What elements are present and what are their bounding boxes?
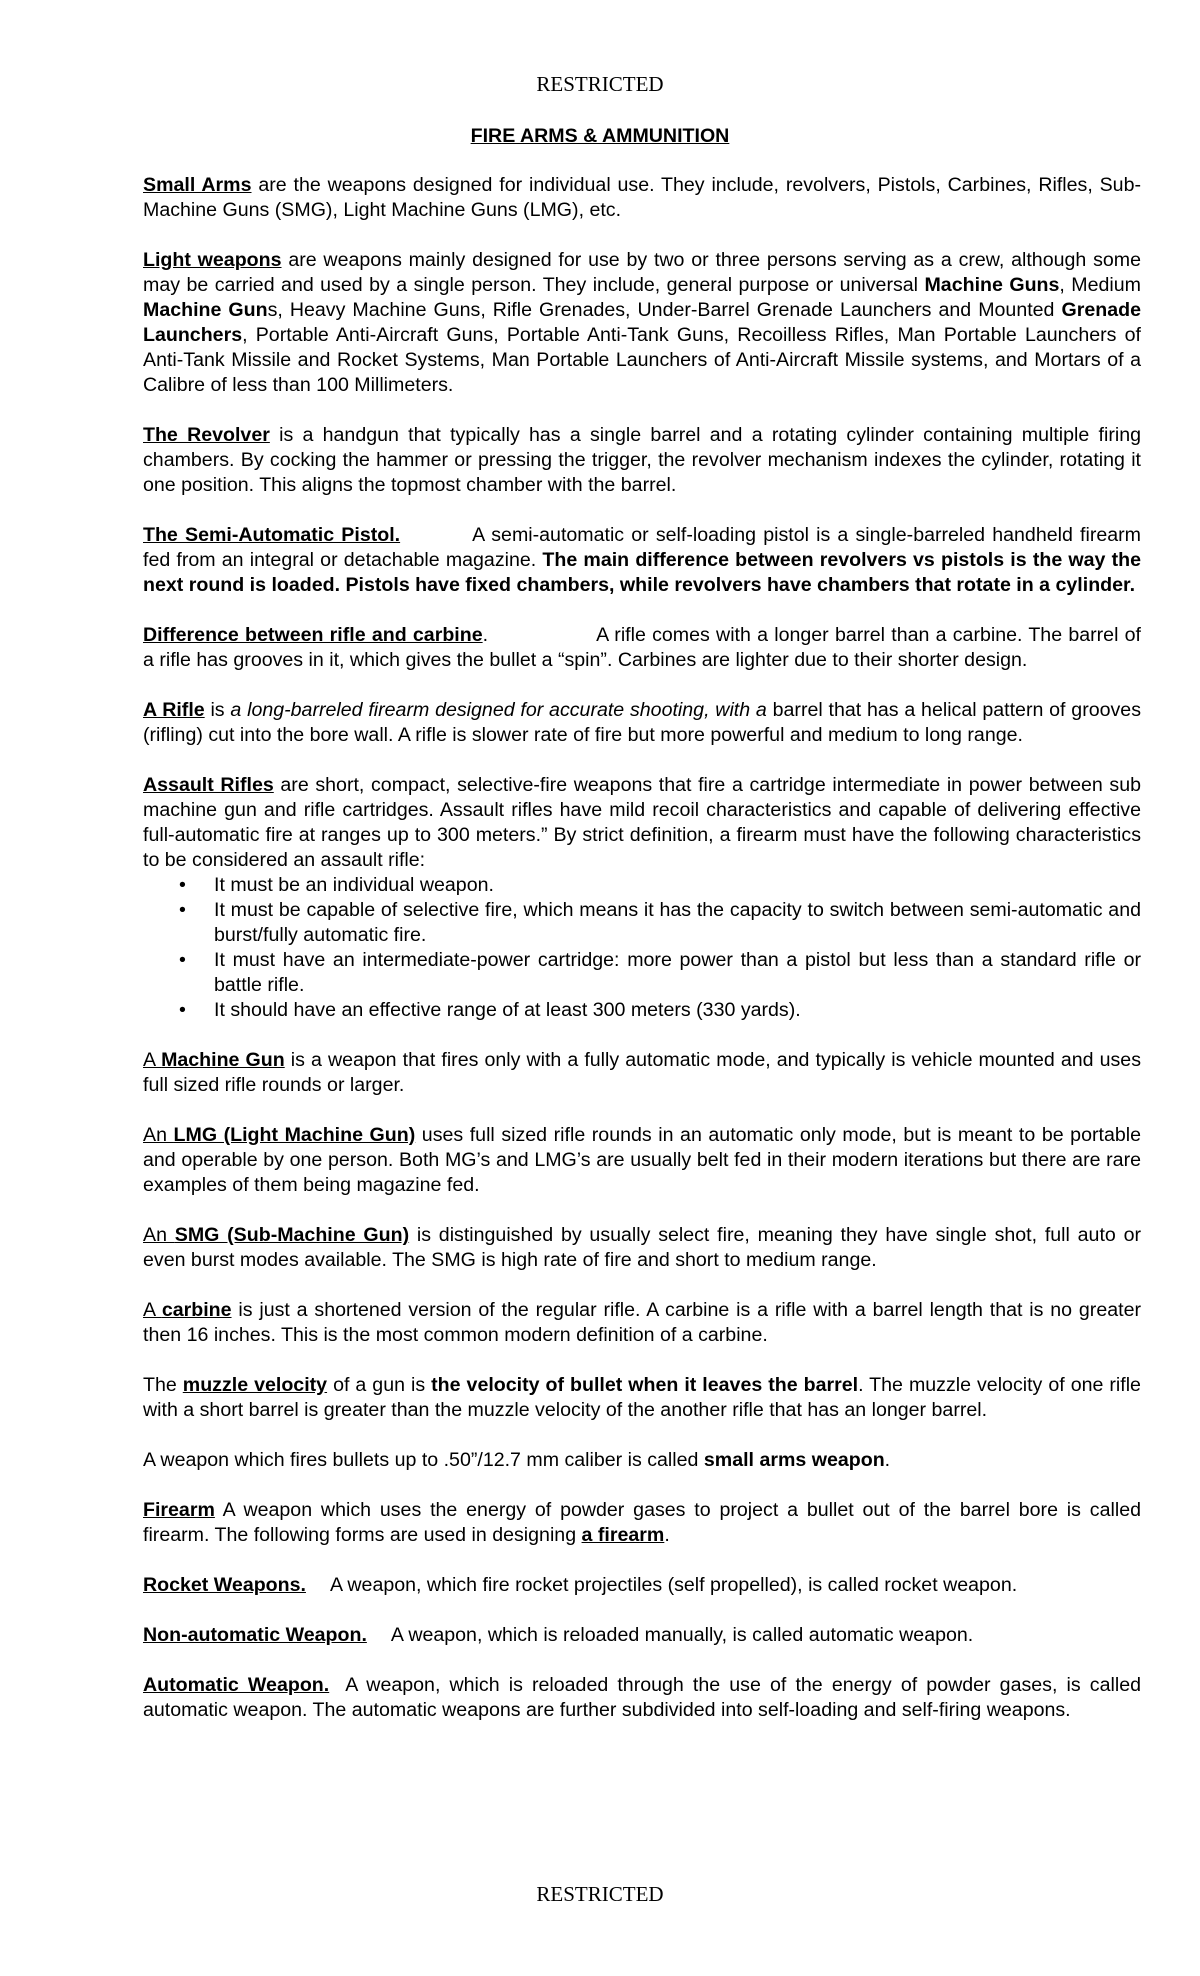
list-item-text: It must be an individual weapon. [214, 874, 494, 896]
rifle-italic: a long-barreled firearm designed for accurate shooting, with a [230, 699, 767, 721]
paragraph-firearm [143, 1498, 1141, 1548]
paragraph-semi-automatic-pistol [143, 523, 1141, 598]
term-light-weapons: Light weapons [143, 249, 282, 271]
semi-auto-definition: A semi-automatic or self-loading pistol is a single-barreled handheld firearm fed from an integral or detachable magazine. [143, 524, 1141, 571]
light-weapons-bold-3: Grenade Launchers [143, 299, 1141, 346]
paragraph-smg [143, 1223, 1141, 1273]
term-muzzle-velocity: muzzle velocity [182, 1374, 328, 1396]
footer-classification-marking: RESTRICTED [536, 1882, 664, 1906]
bullet-icon: • [179, 899, 186, 921]
light-weapons-bold-2: Machine Gun [143, 299, 268, 321]
document-body [143, 173, 1141, 1748]
term-smg: SMG (Sub-Machine Gun) [174, 1224, 410, 1246]
muzzle-text-2: of a gun is [327, 1374, 432, 1396]
small-arms-weapon-end: . [884, 1449, 891, 1471]
term-assault-rifles: Assault Rifles [143, 774, 274, 796]
paragraph-non-automatic-weapon [143, 1623, 1141, 1648]
bullet-icon: • [179, 999, 186, 1021]
muzzle-text-3: . The muzzle velocity of one rifle with a short barrel is greater than the muzzle velocity of the another rifle that has an longer barrel. [143, 1374, 1141, 1421]
paragraph-assault-rifles [143, 773, 1141, 873]
document-title: FIRE ARMS & AMMUNITION [470, 125, 730, 147]
assault-rifle-characteristics-list [143, 873, 1141, 1023]
paragraph-rifle [143, 698, 1141, 748]
small-arms-definition: are the weapons designed for individual use. They include, revolvers, Pistols, Carbines, Rifles, Sub-Machine Guns (SMG), Light Machine Guns (LMG), etc. [143, 174, 1141, 221]
machine-gun-definition: is a weapon that fires only with a fully automatic mode, and typically is vehicle mounted and uses full sized rifle rounds or larger. [143, 1049, 1141, 1096]
rifle-vs-carbine-definition: A rifle comes with a longer barrel than a carbine. The barrel of a rifle has grooves in it, which gives the bullet a “spin”. Carbines are lighter due to their shorter design. [143, 624, 1142, 671]
term-rifle-vs-carbine: Difference between rifle and carbine [143, 624, 483, 646]
paragraph-lmg [143, 1123, 1141, 1198]
paragraph-small-arms-weapon [143, 1448, 1141, 1473]
paragraph-machine-gun [143, 1048, 1141, 1098]
assault-rifles-definition: are short, compact, selective-fire weapons that fire a cartridge intermediate in power between sub machine gun and rifle cartridges. Assault rifles have mild recoil characteristics and capable of delivering effective full-automatic fire at ranges up to 300 meters.” By strict definition, a firearm must have the following characteristics to be considered an assault rifle: [143, 774, 1141, 871]
automatic-definition: A weapon, which is reloaded through the use of the energy of powder gases, is called automatic weapon. The automatic weapons are further subdivided into self-loading and self-firing weapons. [143, 1674, 1141, 1721]
muzzle-text-1: The [143, 1374, 183, 1396]
light-weapons-bold-1: Machine Guns [924, 274, 1060, 296]
term-non-automatic-weapon: Non-automatic Weapon. [143, 1624, 367, 1646]
paragraph-small-arms [143, 173, 1141, 223]
small-arms-weapon-bold: small arms weapon [703, 1449, 885, 1471]
machine-gun-article: A [143, 1049, 162, 1071]
term-carbine: carbine [161, 1299, 232, 1321]
paragraph-light-weapons [143, 248, 1141, 398]
semi-auto-bold-note: The main difference between revolvers vs pistols is the way the next round is loaded. Pistols have fixed chambers, while revolvers have chambers that rotate in a cylinder. [143, 549, 1141, 596]
lmg-article: An [143, 1124, 174, 1146]
paragraph-rifle-vs-carbine [143, 623, 1141, 673]
rocket-weapons-definition: A weapon, which fire rocket projectiles (self propelled), is called rocket weapon. [329, 1574, 1018, 1596]
small-arms-weapon-text: A weapon which fires bullets up to .50”/12.7 mm caliber is called [143, 1449, 704, 1471]
carbine-article: A [143, 1299, 162, 1321]
term-small-arms: Small Arms [143, 174, 252, 196]
list-item-text: It must be capable of selective fire, which means it has the capacity to switch between semi-automatic and burst/fully automatic fire. [214, 899, 1141, 946]
revolver-definition: is a handgun that typically has a single barrel and a rotating cylinder containing multiple firing chambers. By cocking the hammer or pressing the trigger, the revolver mechanism indexes the cylinder, rotating it one position. This aligns the topmost chamber with the barrel. [143, 424, 1141, 496]
paragraph-rocket-weapons [143, 1573, 1141, 1598]
list-item [143, 998, 1141, 1023]
rifle-text-2: barrel that has a helical pattern of grooves (rifling) cut into the bore wall. A rifle is slower rate of fire but more powerful and medium to long range. [143, 699, 1141, 746]
list-item [143, 873, 1141, 898]
list-item [143, 948, 1141, 998]
firearm-definition: A weapon which uses the energy of powder gases to project a bullet out of the barrel bore is called firearm. The following forms are used in designing [143, 1499, 1141, 1546]
carbine-definition: is just a shortened version of the regular rifle. A carbine is a rifle with a barrel length that is no greater then 16 inches. This is the most common modern definition of a carbine. [143, 1299, 1141, 1346]
rifle-vs-carbine-dot: . [482, 624, 489, 646]
paragraph-muzzle-velocity [143, 1373, 1141, 1423]
lmg-definition: uses full sized rifle rounds in an automatic only mode, but is meant to be portable and operable by one person. Both MG’s and LMG’s are usually belt fed in their modern iterations but there are rare examples of them being magazine fed. [143, 1124, 1141, 1196]
term-rocket-weapons: Rocket Weapons. [143, 1574, 306, 1596]
non-automatic-definition: A weapon, which is reloaded manually, is called automatic weapon. [390, 1624, 974, 1646]
muzzle-bold: the velocity of bullet when it leaves the barrel [431, 1374, 859, 1396]
term-machine-gun: Machine Gun [161, 1049, 285, 1071]
term-rifle: A Rifle [143, 699, 205, 721]
light-weapons-text-3: s, Heavy Machine Guns, Rifle Grenades, Under-Barrel Grenade Launchers and Mounted [267, 299, 1062, 321]
list-item [143, 898, 1141, 948]
firearm-end: . [664, 1524, 670, 1546]
header-classification-marking: RESTRICTED [536, 72, 664, 96]
paragraph-carbine [143, 1298, 1141, 1348]
rifle-text-1: is [204, 699, 231, 721]
bullet-icon: • [179, 949, 186, 971]
term-firearm: Firearm [143, 1499, 215, 1521]
bullet-icon: • [179, 874, 186, 896]
term-revolver: The Revolver [143, 424, 270, 446]
list-item-text: It must have an intermediate-power cartridge: more power than a pistol but less than a standard rifle or battle rifle. [214, 949, 1141, 996]
light-weapons-text-2: , Medium [1059, 274, 1141, 296]
smg-definition: is distinguished by usually select fire, meaning they have single shot, full auto or even burst modes available. The SMG is high rate of fire and short to medium range. [143, 1224, 1141, 1271]
term-lmg: LMG (Light Machine Gun) [173, 1124, 416, 1146]
term-a-firearm: a firearm [581, 1524, 665, 1546]
term-automatic-weapon: Automatic Weapon. [143, 1674, 330, 1696]
list-item-text: It should have an effective range of at least 300 meters (330 yards). [214, 999, 801, 1021]
light-weapons-text-4: , Portable Anti-Aircraft Guns, Portable Anti-Tank Guns, Recoilless Rifles, Man Portable Launchers of Anti-Tank Missile and Rocket Systems, Man Portable Launchers of Anti-Aircraft Missile systems, and Mortars of a Calibre of less than 100 Millimeters. [143, 324, 1141, 396]
paragraph-automatic-weapon [143, 1673, 1141, 1723]
light-weapons-text-1: are weapons mainly designed for use by two or three persons serving as a crew, although some may be carried and used by a single person. They include, general purpose or universal [143, 249, 1141, 296]
term-semi-automatic-pistol: The Semi-Automatic Pistol. [143, 524, 401, 546]
paragraph-revolver [143, 423, 1141, 498]
smg-article: An [143, 1224, 175, 1246]
